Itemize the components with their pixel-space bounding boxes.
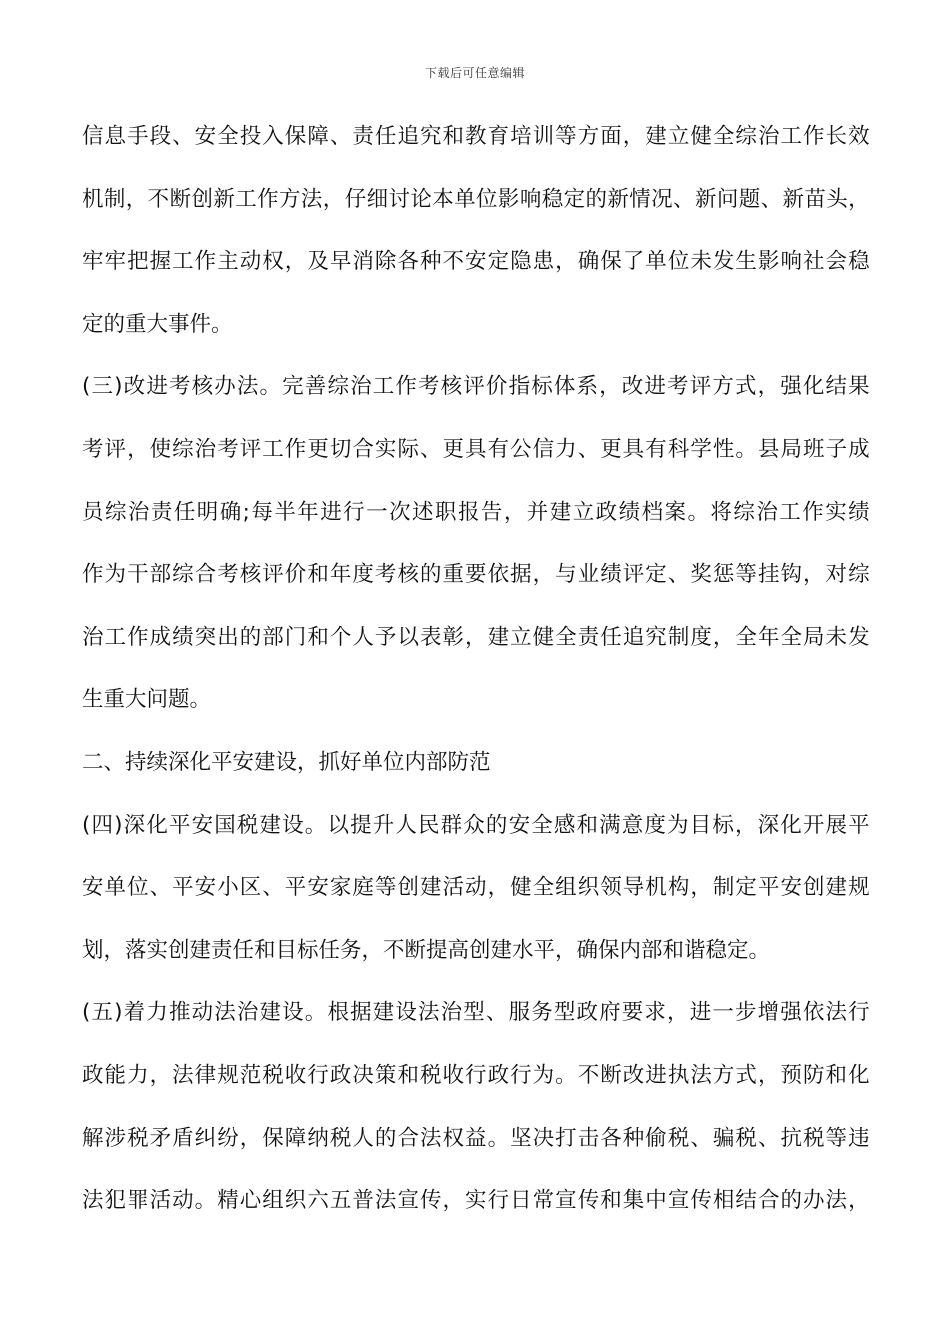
text-line: 安 单 位 、 平 安 小 区 、 平 安 家 庭 等 创 建 活 动 ， 健 全 组 织 领 导 机 构 ， 制 定 平 安 创 建 规 xyxy=(82,875,870,901)
text-line: ( 四 ) 深 化 平 安 国 税 建 设 。 以 提 升 人 民 群 众 的 安 全 感 和 满 意 度 为 目 标 ， 深 化 开 展 平 xyxy=(82,812,870,838)
text-line: 政 能 力 ， 法 律 规 范 税 收 行 政 决 策 和 税 收 行 政 行 为 。 不 断 改 进 执 法 方 式 ， 预 防 和 化 xyxy=(82,1062,870,1088)
text-line: 解 涉 税 矛 盾 纠 纷 ， 保 障 纳 税 人 的 合 法 权 益 。 坚 决 打 击 各 种 偷 税 、 骗 税 、 抗 税 等 违 xyxy=(82,1125,870,1151)
text-line: 定的重大事件。 xyxy=(82,311,233,337)
page-header-note: 下载后可任意编辑 xyxy=(424,66,525,80)
document-body xyxy=(82,118,870,1245)
text-line: 作 为 干 部 综 合 考 核 评 价 和 年 度 考 核 的 重 要 依 据 ， 与 业 绩 评 定 、 奖 惩 等 挂 钩 ， 对 综 xyxy=(82,562,870,588)
text-line: 机 制 ， 不 断 创 新 工 作 方 法 ， 仔 细 讨 论 本 单 位 影 响 稳 定 的 新 情 况 、 新 问 题 、 新 苗 头 ， xyxy=(82,186,870,212)
text-line: 牢 牢 把 握 工 作 主 动 权 ， 及 早 消 除 各 种 不 安 定 隐 患 ， 确 保 了 单 位 未 发 生 影 响 社 会 稳 xyxy=(82,249,870,275)
text-line: 考 评 ， 使 综 治 考 评 工 作 更 切 合 实 际 、 更 具 有 公 信 力 、 更 具 有 科 学 性 。 县 局 班 子 成 xyxy=(82,436,870,462)
text-line: 信 息 手 段 、 安 全 投 入 保 障 、 责 任 追 究 和 教 育 培 训 等 方 面 ， 建 立 健 全 综 治 工 作 长 效 xyxy=(82,124,870,149)
text-line: 生重大问题。 xyxy=(82,687,212,713)
text-line: ( 三 ) 改 进 考 核 办 法 。 完 善 综 治 工 作 考 核 评 价 指 标 体 系 ， 改 进 考 评 方 式 ， 强 化 结 果 xyxy=(82,374,870,400)
text-line: 员 综 治 责 任 明 确 ; 每 半 年 进 行 一 次 述 职 报 告 ， 并 建 立 政 绩 档 案 。 将 综 治 工 作 实 绩 xyxy=(82,499,870,525)
text-line: ( 五 ) 着 力 推 动 法 治 建 设 。 根 据 建 设 法 治 型 、 服 务 型 政 府 要 求 ， 进 一 步 增 强 依 法 行 xyxy=(82,1000,870,1026)
text-line: 二、持续深化平安建设，抓好单位内部防范 xyxy=(82,749,491,775)
text-line: 划，落实创建责任和目标任务，不断提高创建水平，确保内部和谐稳定。 xyxy=(82,937,771,963)
text-line: 法 犯 罪 活 动 。 精 心 组 织 六 五 普 法 宣 传 ， 实 行 日 常 宣 传 和 集 中 宣 传 相 结 合 的 办 法 ， xyxy=(82,1188,870,1214)
text-line: 治 工 作 成 绩 突 出 的 部 门 和 个 人 予 以 表 彰 ， 建 立 健 全 责 任 追 究 制 度 ， 全 年 全 局 未 发 xyxy=(82,624,870,650)
